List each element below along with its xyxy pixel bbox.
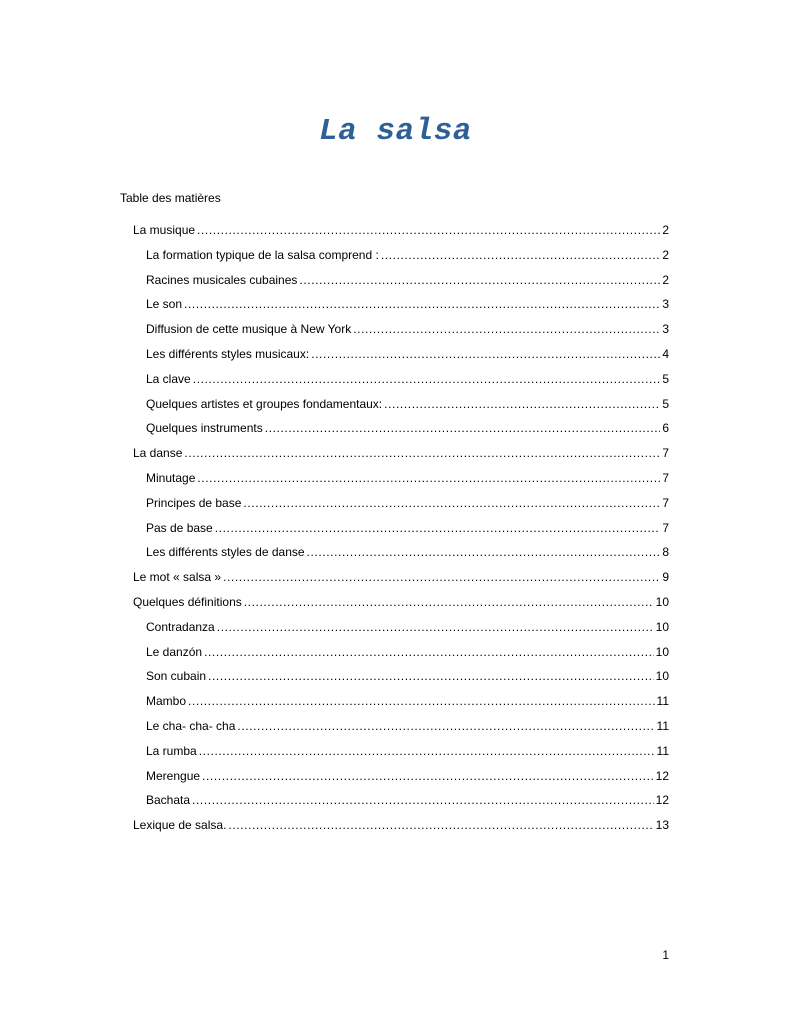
toc-entry-label: Principes de base xyxy=(146,496,242,510)
toc-entry[interactable] xyxy=(133,569,669,585)
toc-dot-leader xyxy=(193,371,661,387)
toc-dot-leader xyxy=(243,495,660,511)
toc-dot-leader xyxy=(307,544,661,560)
toc-entry-page: 7 xyxy=(662,446,669,460)
toc-entry-label: Quelques artistes et groupes fondamentaux: xyxy=(146,397,383,411)
toc-dot-leader xyxy=(197,222,660,238)
toc-dot-leader xyxy=(197,470,660,486)
toc-dot-leader xyxy=(192,792,654,808)
toc-entry-label: Pas de base xyxy=(146,521,213,535)
toc-entry-page: 13 xyxy=(655,818,669,832)
page-number: 1 xyxy=(662,948,669,962)
toc-entry-page: 10 xyxy=(655,595,669,609)
toc-entry-label: Les différents styles musicaux: xyxy=(146,347,310,361)
document-title: La salsa xyxy=(319,114,472,149)
toc-entry-label: Racines musicales cubaines xyxy=(146,273,298,287)
toc-entry-page: 12 xyxy=(655,769,669,783)
toc-entry-page: 2 xyxy=(662,273,669,287)
toc-entry[interactable] xyxy=(146,718,669,734)
toc-entry-label: Les différents styles de danse xyxy=(146,545,305,559)
toc-entry-page: 4 xyxy=(662,347,669,361)
toc-dot-leader xyxy=(215,520,661,536)
toc-entry-page: 7 xyxy=(662,496,669,510)
toc-entry-label: Minutage xyxy=(146,471,196,485)
toc-dot-leader xyxy=(188,693,655,709)
toc-dot-leader xyxy=(244,594,654,610)
toc-entry[interactable] xyxy=(133,445,669,461)
toc-entry-label: La formation typique de la salsa comprend : xyxy=(146,248,379,262)
toc-entry-page: 7 xyxy=(662,471,669,485)
toc-entry-page: 3 xyxy=(662,297,669,311)
toc-entry-label: Contradanza xyxy=(146,620,215,634)
toc-dot-leader xyxy=(199,743,655,759)
toc-entry-page: 6 xyxy=(662,421,669,435)
toc-entry-label: Bachata xyxy=(146,793,191,807)
toc-entry[interactable] xyxy=(146,520,669,536)
toc-entry[interactable] xyxy=(146,644,669,660)
toc-dot-leader xyxy=(217,619,654,635)
toc-entry-page: 10 xyxy=(655,620,669,634)
toc-entry-label: Le mot « salsa » xyxy=(133,570,222,584)
toc-entry-label: Diffusion de cette musique à New York xyxy=(146,322,352,336)
toc-dot-leader xyxy=(223,569,660,585)
toc-entry[interactable] xyxy=(146,420,669,436)
toc-dot-leader xyxy=(237,718,654,734)
toc-entry-label: Merengue xyxy=(146,769,201,783)
toc-entry-page: 5 xyxy=(662,372,669,386)
toc-entry-page: 8 xyxy=(662,545,669,559)
toc-entry[interactable] xyxy=(133,594,669,610)
toc-entry-label: Le cha- cha- cha xyxy=(146,719,236,733)
toc-entry-page: 11 xyxy=(656,719,669,733)
toc-entry-label: Quelques définitions xyxy=(133,595,242,609)
toc-entry[interactable] xyxy=(146,693,669,709)
toc-entry[interactable] xyxy=(146,470,669,486)
toc-entry-label: La musique xyxy=(133,223,196,237)
toc-entry-page: 2 xyxy=(662,248,669,262)
toc-entry[interactable] xyxy=(133,817,669,833)
toc-entry[interactable] xyxy=(146,495,669,511)
toc-entry-label: La danse xyxy=(133,446,183,460)
toc-entry[interactable] xyxy=(146,544,669,560)
toc-entry-label: Quelques instruments xyxy=(146,421,263,435)
toc-entry-page: 3 xyxy=(662,322,669,336)
toc-dot-leader xyxy=(299,272,660,288)
toc-entry-label: Son cubain xyxy=(146,669,207,683)
toc-entry-page: 10 xyxy=(655,645,669,659)
toc-entry-label: Lexique de salsa. xyxy=(133,818,227,832)
toc-dot-leader xyxy=(204,644,654,660)
toc-entry-label: Le danzón xyxy=(146,645,203,659)
toc-entry[interactable] xyxy=(146,346,669,362)
toc-entry[interactable] xyxy=(146,668,669,684)
toc-entry-page: 11 xyxy=(656,694,669,708)
toc-entry[interactable] xyxy=(146,792,669,808)
toc-entry[interactable] xyxy=(146,768,669,784)
toc-entry-page: 9 xyxy=(662,570,669,584)
toc-entry[interactable] xyxy=(146,371,669,387)
toc-entry-page: 10 xyxy=(655,669,669,683)
toc-entry[interactable] xyxy=(146,247,669,263)
toc-dot-leader xyxy=(384,396,660,412)
toc-entry-page: 7 xyxy=(662,521,669,535)
toc-entry[interactable] xyxy=(133,222,669,238)
toc-dot-leader xyxy=(184,296,660,312)
toc-entry[interactable] xyxy=(146,619,669,635)
toc-entry[interactable] xyxy=(146,396,669,412)
toc-dot-leader xyxy=(353,321,660,337)
toc-entry-page: 12 xyxy=(655,793,669,807)
toc-dot-leader xyxy=(265,420,661,436)
toc-entry-page: 5 xyxy=(662,397,669,411)
toc-dot-leader xyxy=(311,346,660,362)
toc-dot-leader xyxy=(202,768,654,784)
toc-heading: Table des matières xyxy=(120,191,221,205)
toc-entry-page: 2 xyxy=(662,223,669,237)
toc-dot-leader xyxy=(381,247,661,263)
toc-entry-label: La rumba xyxy=(146,744,197,758)
toc-entry[interactable] xyxy=(146,321,669,337)
toc-dot-leader xyxy=(208,668,654,684)
toc-entry[interactable] xyxy=(146,296,669,312)
toc-entry-label: Le son xyxy=(146,297,183,311)
toc-dot-leader xyxy=(184,445,660,461)
toc-entry[interactable] xyxy=(146,743,669,759)
toc-entry-label: Mambo xyxy=(146,694,187,708)
toc-dot-leader xyxy=(228,817,653,833)
toc-entry-page: 11 xyxy=(656,744,669,758)
toc-entry-label: La clave xyxy=(146,372,191,386)
toc-entry[interactable] xyxy=(146,272,669,288)
